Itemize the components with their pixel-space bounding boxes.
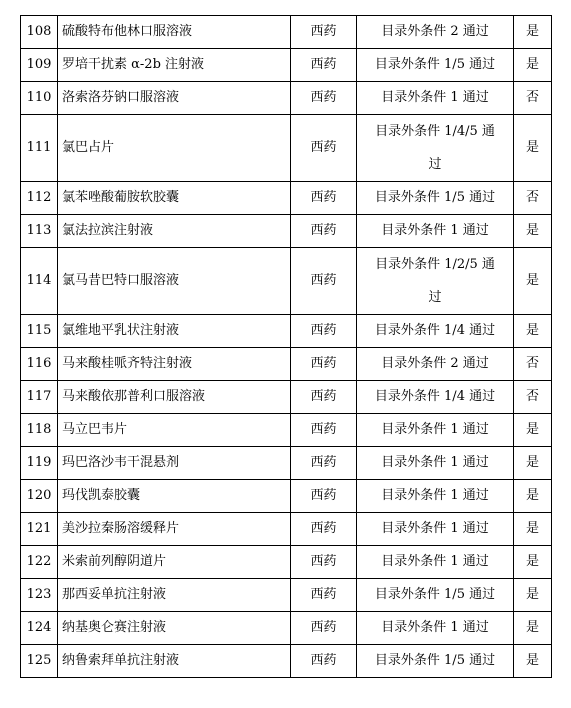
pass-flag: 是 [514,579,552,612]
pass-flag: 是 [514,115,552,182]
row-number: 112 [21,182,58,215]
row-number: 114 [21,248,58,315]
pass-flag: 是 [514,546,552,579]
drug-category: 西药 [291,348,357,381]
drug-category: 西药 [291,645,357,678]
review-condition: 目录外条件 1 通过 [357,513,514,546]
table-row [21,645,552,678]
pass-flag: 是 [514,645,552,678]
drug-category: 西药 [291,215,357,248]
drug-name: 美沙拉秦肠溶缓释片 [58,513,291,546]
drug-category: 西药 [291,82,357,115]
table-row [21,612,552,645]
pass-flag: 否 [514,381,552,414]
pass-flag: 是 [514,414,552,447]
table-row [21,579,552,612]
drug-category: 西药 [291,182,357,215]
review-condition: 目录外条件 1 通过 [357,414,514,447]
pass-flag: 否 [514,348,552,381]
review-condition: 目录外条件 1/2/5 通过 [357,248,514,315]
pass-flag: 是 [514,16,552,49]
drug-name: 马立巴韦片 [58,414,291,447]
table-row [21,16,552,49]
pass-flag: 是 [514,49,552,82]
review-condition: 目录外条件 2 通过 [357,16,514,49]
row-number: 111 [21,115,58,182]
drug-name: 硫酸特布他林口服溶液 [58,16,291,49]
table-row [21,546,552,579]
drug-name: 氯苯唑酸葡胺软胶囊 [58,182,291,215]
drug-category: 西药 [291,381,357,414]
row-number: 123 [21,579,58,612]
row-number: 124 [21,612,58,645]
review-condition: 目录外条件 2 通过 [357,348,514,381]
pass-flag: 是 [514,513,552,546]
drug-category: 西药 [291,513,357,546]
table-row [21,315,552,348]
drug-category: 西药 [291,16,357,49]
row-number: 121 [21,513,58,546]
review-condition: 目录外条件 1/5 通过 [357,645,514,678]
table-row [21,248,552,315]
row-number: 115 [21,315,58,348]
drug-name: 米索前列醇阴道片 [58,546,291,579]
pass-flag: 是 [514,612,552,645]
review-condition: 目录外条件 1 通过 [357,82,514,115]
drug-name: 纳鲁索拜单抗注射液 [58,645,291,678]
review-condition: 目录外条件 1 通过 [357,480,514,513]
pass-flag: 否 [514,182,552,215]
review-condition: 目录外条件 1 通过 [357,447,514,480]
row-number: 113 [21,215,58,248]
review-condition: 目录外条件 1/4 通过 [357,315,514,348]
drug-category: 西药 [291,115,357,182]
drug-category: 西药 [291,447,357,480]
table-row [21,82,552,115]
drug-name: 洛索洛芬钠口服溶液 [58,82,291,115]
drug-name: 氯马昔巴特口服溶液 [58,248,291,315]
drug-name: 马来酸桂哌齐特注射液 [58,348,291,381]
table-row [21,215,552,248]
drug-name: 玛伐凯泰胶囊 [58,480,291,513]
drug-name: 马来酸依那普利口服溶液 [58,381,291,414]
drug-category: 西药 [291,579,357,612]
row-number: 122 [21,546,58,579]
drug-category: 西药 [291,612,357,645]
drug-name: 氯巴占片 [58,115,291,182]
row-number: 118 [21,414,58,447]
table-row [21,49,552,82]
review-condition: 目录外条件 1/5 通过 [357,182,514,215]
table-row [21,447,552,480]
pass-flag: 是 [514,215,552,248]
table-row [21,480,552,513]
row-number: 117 [21,381,58,414]
row-number: 110 [21,82,58,115]
pass-flag: 是 [514,248,552,315]
drug-name: 玛巴洛沙韦干混悬剂 [58,447,291,480]
drug-name: 纳基奥仑赛注射液 [58,612,291,645]
row-number: 125 [21,645,58,678]
review-condition: 目录外条件 1/5 通过 [357,579,514,612]
drug-list-table [20,15,552,678]
review-condition: 目录外条件 1/4/5 通过 [357,115,514,182]
table-row [21,182,552,215]
review-condition: 目录外条件 1/5 通过 [357,49,514,82]
review-condition: 目录外条件 1 通过 [357,215,514,248]
pass-flag: 是 [514,480,552,513]
drug-name: 氯法拉滨注射液 [58,215,291,248]
table-row [21,513,552,546]
drug-name: 罗培干扰素 α-2b 注射液 [58,49,291,82]
row-number: 108 [21,16,58,49]
drug-name: 那西妥单抗注射液 [58,579,291,612]
table-row [21,414,552,447]
review-condition: 目录外条件 1 通过 [357,546,514,579]
drug-category: 西药 [291,414,357,447]
row-number: 116 [21,348,58,381]
row-number: 109 [21,49,58,82]
row-number: 120 [21,480,58,513]
drug-name: 氯维地平乳状注射液 [58,315,291,348]
drug-category: 西药 [291,315,357,348]
table-row [21,381,552,414]
review-condition: 目录外条件 1 通过 [357,612,514,645]
pass-flag: 是 [514,315,552,348]
pass-flag: 否 [514,82,552,115]
review-condition: 目录外条件 1/4 通过 [357,381,514,414]
table-row [21,348,552,381]
drug-category: 西药 [291,49,357,82]
drug-category: 西药 [291,480,357,513]
row-number: 119 [21,447,58,480]
table-row [21,115,552,182]
pass-flag: 是 [514,447,552,480]
drug-category: 西药 [291,248,357,315]
drug-category: 西药 [291,546,357,579]
